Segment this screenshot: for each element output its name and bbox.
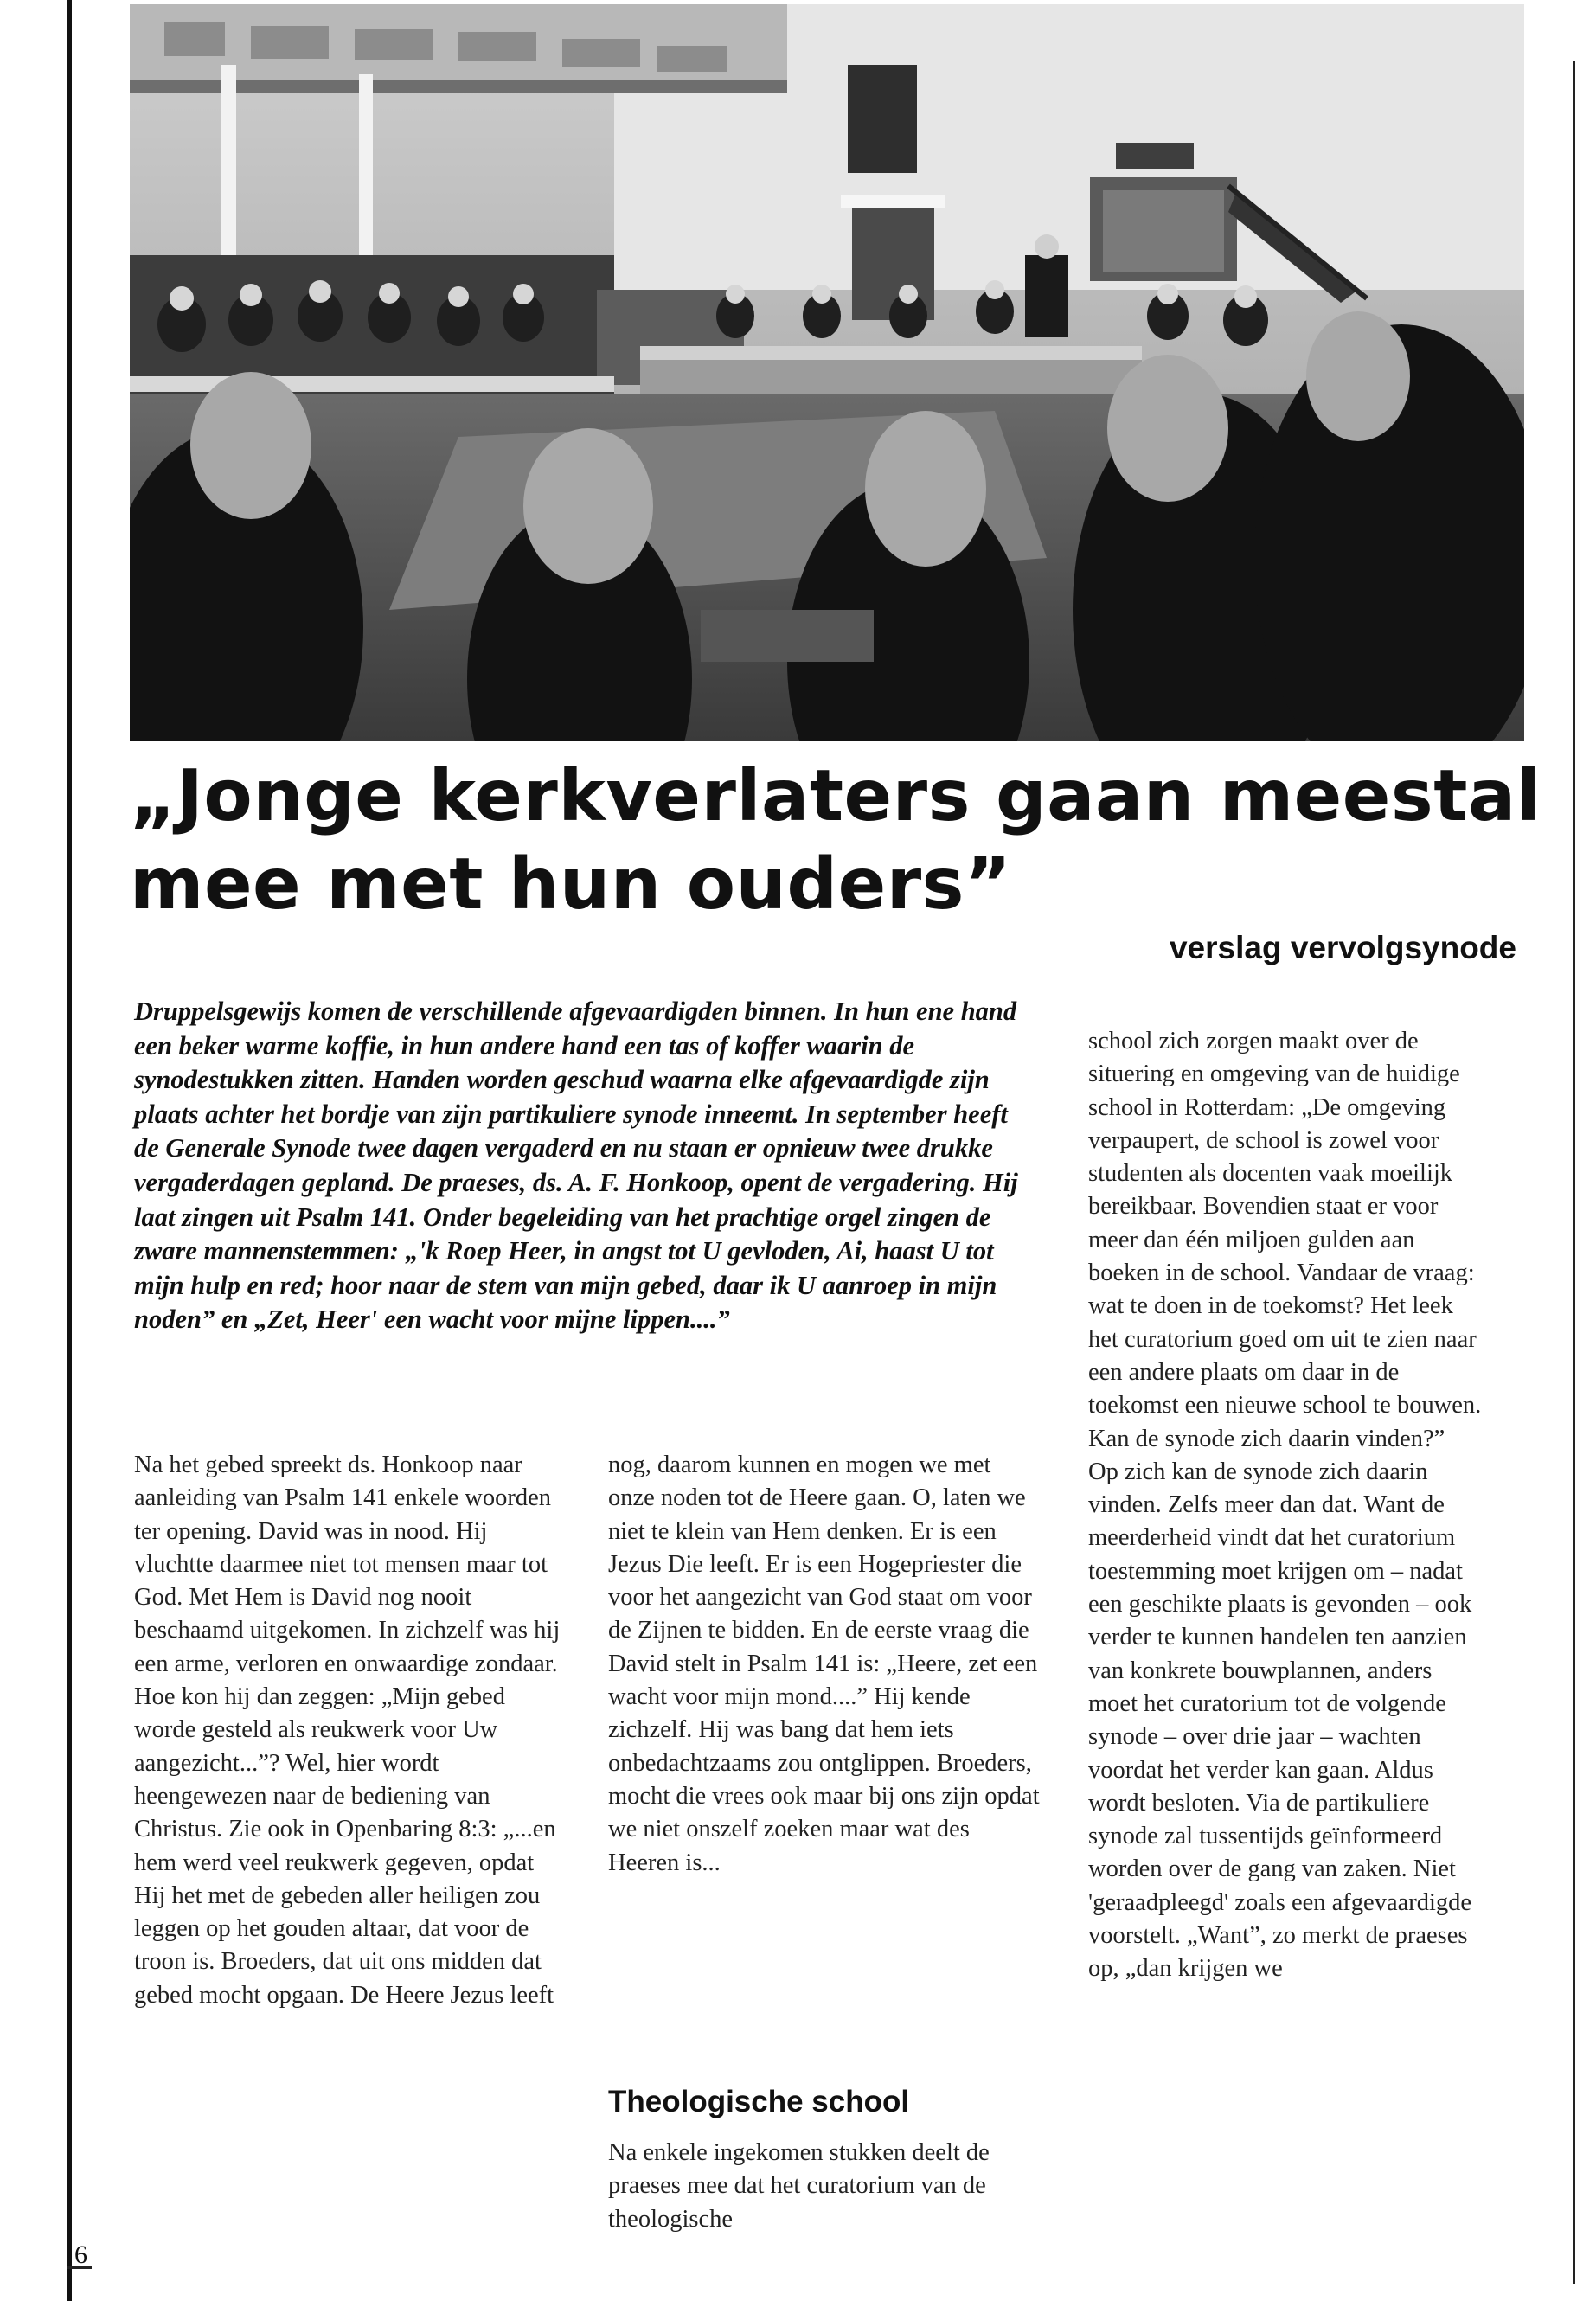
body-column-2-continued [608,2137,1041,2236]
body-paragraph: Na enkele ingekomen stukken deelt de praeses mee dat het curatorium van de theologische [608,2139,990,2233]
synod-photo [130,4,1524,741]
page-number: 6 [74,2240,87,2269]
body-paragraph: nog, daarom kunnen en mogen we met onze noden tot de Heere gaan. O, laten we niet te klein van Hem denken. Er is een Jezus Die leeft. Er is een Hogepriester die voor het aangezicht van God staat om voor de Zijnen te bidden. En de eerste vraag die David stelt in Psalm 141 is: „Heere, zet een wacht voor mijn mond....” Hij kende zichzelf. Hij was bang dat hem iets onbedachtzaams zou ontglippen. Broeders, mocht die vrees ook maar bij ons zijn opdat we niet onszelf zoeken maar wat des Heeren is... [608,1452,1040,1876]
body-paragraph: Op zich kan de synode zich daarin vinden. Zelfs meer dan dat. Want de meerderheid vindt dat het curatorium toestemming moet krijgen om – nadat een geschikte plaats is gevonden – ook verder te kunnen handelen ten aanzien van konkrete bouwplannen, anders moet het curatorium tot de volgende synode – over drie jaar – wachten voordat het verder kan gaan. Aldus wordt besloten. Via de partikuliere synode zal tussentijds geïnformeerd worden over de gang van zaken. Niet 'geraadpleegd' zoals een afgevaardigde voorstelt. „Want”, zo merkt de praeses op, „dan krijgen we [1088,1458,1472,1983]
article-headline [130,753,1548,929]
article-intro: Druppelsgewijs komen de verschillende afgevaardigden binnen. In hun ene hand een beker warme koffie, in hun andere hand een tas of koffer waarin de synodestukken zitten. Handen worden geschud waarna elke afgevaardigde zijn plaats achter het bordje van zijn partikuliere synode inneemt. In september heeft de Generale Synode twee dagen vergaderd en nu staan er opnieuw twee drukke vergaderdagen gepland. De praeses, ds. A. F. Honkoop, opent de vergadering. Hij laat zingen uit Psalm 141. Onder begeleiding van het prachtige orgel zingen de zware mannenstemmen: „'k Roep Heer, in angst tot U gevloden, Ai, haast U tot mijn hulp en red; hoor naar de stem van mijn gebed, daar ik U aanroep in mijn noden” en „Zet, Heer' een wacht voor mijne lippen....” [134,997,1018,1335]
body-column-2 [608,1449,1041,1880]
headline-line-1: „Jonge kerkverlaters gaan meestal [130,755,1542,837]
body-paragraph: Na het gebed spreekt ds. Honkoop naar aanleiding van Psalm 141 enkele woorden ter opening. David was in nood. Hij vluchtte daarmee niet tot mensen maar tot God. Met Hem is David nog nooit beschaamd uitgekomen. In zichzelf was hij een arme, verloren en onwaardige zondaar. Hoe kon hij dan zeggen: „Mijn gebed worde gesteld als reukwerk voor Uw aangezicht...”? Wel, hier wordt heengewezen naar de bediening van Christus. Zie ook in Openbaring 8:3: „...en hem werd veel reukwerk gegeven, opdat Hij het met de gebeden aller heiligen zou leggen op het gouden altaar, dat voor de troon is. Broeders, dat uit ons midden dat gebed mocht opgaan. De Heere Jezus leeft [134,1452,561,2009]
body-column-3 [1088,1025,1486,1986]
article-kicker: verslag vervolgsynode [1169,930,1516,965]
body-paragraph: school zich zorgen maakt over de situering en omgeving van de huidige school in Rotterdam: „De omgeving verpaupert, de school is zowel voor studenten als docenten vaak moeilijk bereikbaar. Bovendien staat er voor meer dan één miljoen gulden aan boeken in de school. Vandaar de vraag: wat te doen in de toekomst? Het leek het curatorium goed om uit te zien naar een andere plaats om daar in de toekomst een nieuwe school te bouwen. Kan de synode zich daarin vinden?” [1088,1028,1482,1452]
section-subheading: Theologische school [608,2085,910,2118]
left-margin-rule [67,0,72,2301]
right-margin-rule [1573,61,1575,2284]
headline-line-2: mee met hun ouders” [130,843,1012,926]
body-column-1 [134,1449,562,2012]
